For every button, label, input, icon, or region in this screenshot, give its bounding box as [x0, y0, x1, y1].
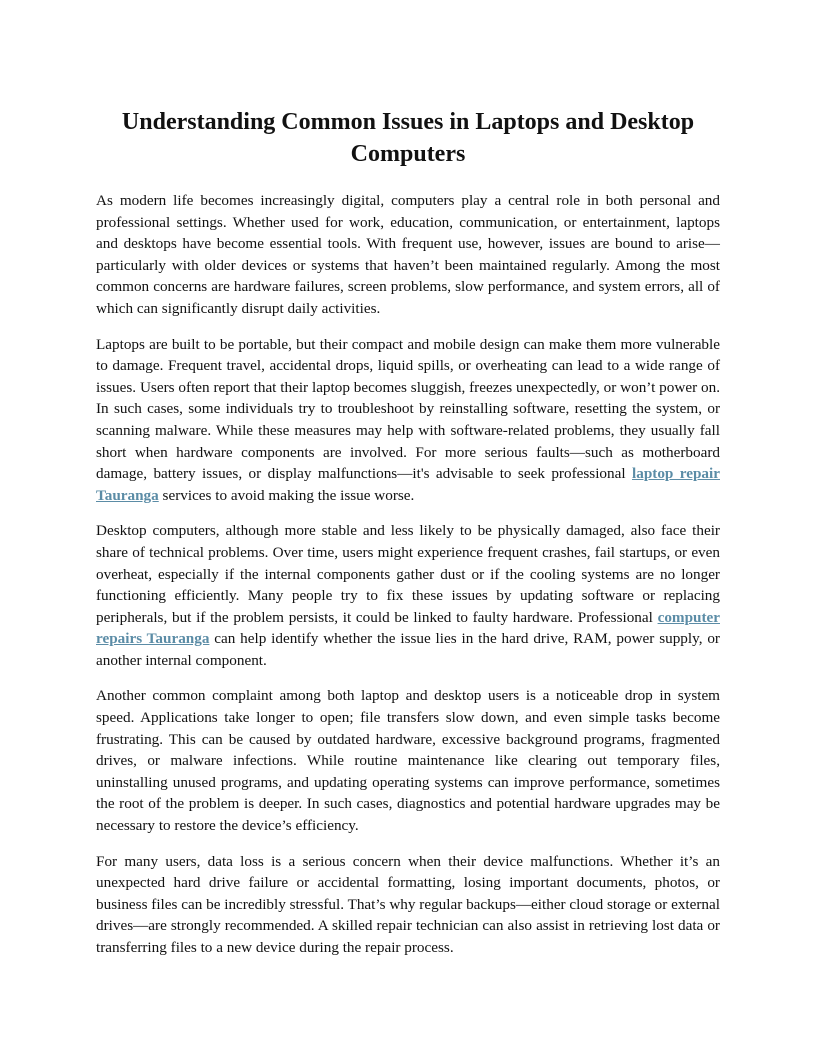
paragraph-laptops: [96, 334, 720, 507]
paragraph-laptops-text-end: services to avoid making the issue worse.: [158, 486, 415, 504]
paragraph-desktops: [96, 520, 720, 671]
paragraph-data-loss: For many users, data loss is a serious concern when their device malfunctions. Whether it’s an unexpected hard drive failure or accidental formatting, losing important documents, photos, or business files can be incredibly stressful. That’s why regular backups—either cloud storage or external drives—are strongly recommended. A skilled repair technician can also assist in retrieving lost data or transferring files to a new device during the repair process.: [96, 852, 720, 956]
paragraph-performance: Another common complaint among both laptop and desktop users is a noticeable drop in system speed. Applications take longer to open; file transfers slow down, and even simple tasks become frustrating. This can be caused by outdated hardware, excessive background programs, fragmented drives, or malware infections. While routine maintenance like clearing out temporary files, uninstalling unused programs, and updating operating systems can improve performance, sometimes the root of the problem is deeper. In such cases, diagnostics and potential hardware upgrades may be necessary to restore the device’s efficiency.: [96, 687, 720, 835]
laptop-repair-link[interactable]: laptop repair Tauranga: [96, 465, 720, 504]
paragraph-desktops-text-end: can help identify whether the issue lies in the hard drive, RAM, power supply, or another internal component.: [96, 630, 720, 669]
paragraph-desktops-text-start: Desktop computers, although more stable and less likely to be physically damaged, also face their share of technical problems. Over time, users might experience frequent crashes, fail startups, or even overheat, especially if the internal components gather dust or if the cooling systems are no longer functioning efficiently. Many people try to fix these issues by updating software or replacing peripherals, but if the problem persists, it could be linked to faulty hardware. Professional: [96, 522, 720, 626]
document-page: [96, 106, 720, 973]
computer-repairs-link[interactable]: computer repairs Tauranga: [96, 608, 720, 648]
document-title: Understanding Common Issues in Laptops and Desktop Computers: [121, 109, 695, 167]
paragraph-intro: As modern life becomes increasingly digital, computers play a central role in both personal and professional settings. Whether used for work, education, communication, or entertainment, laptops and desktops have become essential tools. With frequent use, however, issues are bound to arise—particularly with older devices or systems that haven’t been maintained regularly. Among the most common concerns are hardware failures, screen problems, slow performance, and system errors, all of which can significantly disrupt daily activities.: [96, 192, 720, 317]
paragraph-laptops-text-start: Laptops are built to be portable, but their compact and mobile design can make them more vulnerable to damage. Frequent travel, accidental drops, liquid spills, or overheating can lead to a wide range of issues. Users often report that their laptop becomes sluggish, freezes unexpectedly, or won’t power on. In such cases, some individuals try to troubleshoot by reinstalling software, resetting the system, or scanning malware. While these measures may help with software-related problems, they usually fall short when hardware components are involved. For more serious faults—such as motherboard damage, battery issues, or display malfunctions—it's advisable to seek professional: [96, 335, 720, 483]
